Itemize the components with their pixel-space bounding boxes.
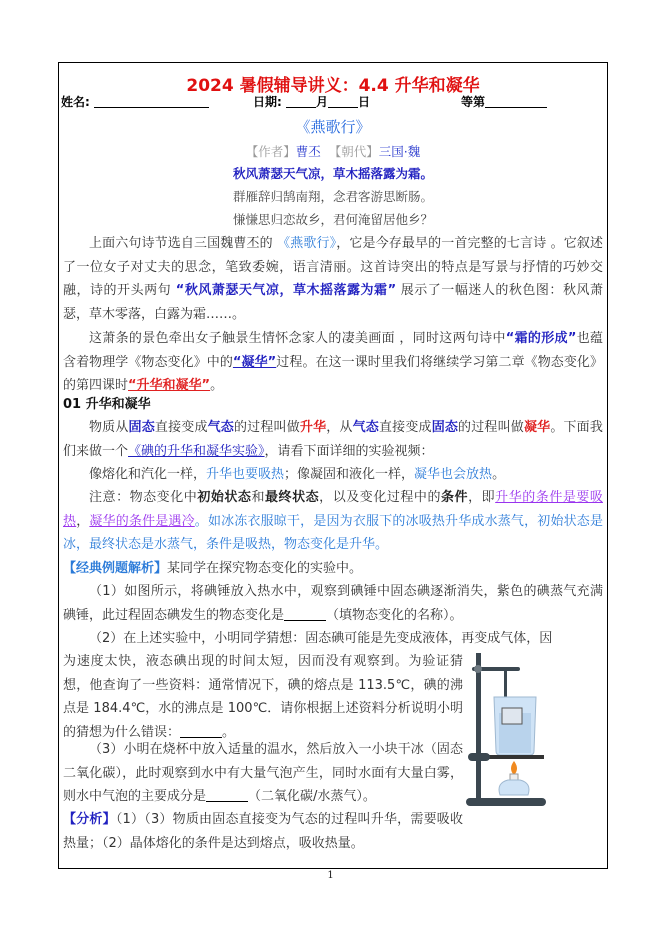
intro-paragraph: 上面六句诗节选自三国魏曹丕的 《燕歌行》，它是今存最早的一首完整的七言诗 。它叙述了一位女子对丈夫的思念，笔致委婉，语言清丽。这首诗突出的特点是写景与抒情的巧妙交融，诗的开头两句 “秋风萧瑟天气凉，草木摇落露为霜” 展示了一幅迷人的秋色图：秋风萧瑟，草木零落，白露为霜……。 xyxy=(63,236,603,322)
question-2: 为速度太快，液态碘出现的时间太短，因而没有观察到。为验证猜想，他查询了一些资料：通常情况下，碘的熔点是 113.5℃，碘的沸点是 184.4℃，水的沸点是 100℃．请你根据上述资料分析说明小明的猜想为什么错误： 。 xyxy=(63,654,463,740)
wire-gauze-icon xyxy=(486,755,544,759)
poem-line: 慊慊思归恋故乡，君何淹留居他乡？ xyxy=(232,212,433,227)
example-intro: 【经典例题解析】某同学在探究物态变化的实验中。 xyxy=(63,561,363,576)
question-2-first-line: （2）在上述实验中，小明同学猜想：固态碘可能是先变成液体，再变成气体，因 xyxy=(89,631,553,646)
handout-title: 2024 暑假辅导讲义：4.4 升华和凝华 xyxy=(186,76,480,96)
name-field[interactable] xyxy=(61,93,209,110)
analysis: 【分析】（1）（3）物质由固态直接变为气态的过程叫升华，需要吸收热量；（2）晶体熔化的条件是达到熔点，吸收热量。 xyxy=(63,812,463,851)
date-field[interactable] xyxy=(253,93,370,110)
experiment-video-link[interactable]: 《碘的升华和凝华实验》 xyxy=(128,443,265,459)
intro-paragraph-2: 这萧条的景色牵出女子触景生情怀念家人的凄美画面 ，同时这两句诗中“霜的形成”也蕴含着物理学《物态变化》中的“凝华”过程。在这一课时里我们将继续学习第二章《物态变化》的第四课时“升华和凝华”。 xyxy=(63,331,603,394)
month-label: 月 xyxy=(316,95,329,109)
answer-blank[interactable] xyxy=(180,725,222,738)
heat-paragraph: 像熔化和汽化一样，升华也要吸热；像凝固和液化一样，凝华也会放热。 xyxy=(89,467,506,482)
day-label: 日 xyxy=(358,95,371,109)
dynasty-tag: 【朝代】 xyxy=(328,144,379,159)
alcohol-lamp-icon xyxy=(499,780,529,795)
date-label: 日期: xyxy=(253,95,282,109)
answer-blank[interactable] xyxy=(206,789,248,802)
poem-author xyxy=(59,142,607,160)
grade-label: 等第 xyxy=(461,95,486,109)
answer-blank[interactable] xyxy=(284,608,326,621)
stand-rod-icon xyxy=(476,653,481,803)
flame-icon xyxy=(511,761,517,775)
handout-frame xyxy=(58,62,608,869)
sublimation-apparatus-image xyxy=(464,643,564,813)
name-label: 姓名: xyxy=(61,95,90,109)
grade-field[interactable] xyxy=(461,93,547,110)
note-paragraph: 注意：物态变化中初始状态和最终状态，以及变化过程中的条件，即升华的条件是要吸热，凝华的条件是遇冷。如冰冻衣服晾干，是因为衣服下的冰吸热升华成水蒸气，初始状态是冰，最终状态是水蒸气，条件是吸热，物态变化是升华。 xyxy=(63,490,603,553)
poem-line: 群雁辞归鹄南翔，念君客游思断肠。 xyxy=(232,189,433,204)
author-tag: 【作者】 xyxy=(245,144,296,159)
page-number: 1 xyxy=(327,870,334,881)
author-name: 曹丕 xyxy=(295,144,321,159)
poem-line: 秋风萧瑟天气凉，草木摇落露为霜。 xyxy=(232,166,433,181)
definition-paragraph: 物质从固态直接变成气态的过程叫做升华，从气态直接变成固态的过程叫做凝华。下面我们来做一个《碘的升华和凝华实验》，请看下面详细的实验视频： xyxy=(63,420,603,459)
poem-title: 《燕歌行》 xyxy=(295,118,371,136)
question-3: （3）小明在烧杯中放入适量的温水，然后放入一小块干冰（固态二氧化碳），此时观察到水中有大量气泡产生，同时水面有大量白雾，则水中气泡的主要成分是 （二氧化碳/水蒸气）。 xyxy=(63,742,463,805)
section-heading: 01 升华和凝华 xyxy=(63,397,151,412)
question-1: （1）如图所示，将碘锤放入热水中，观察到碘锤中固态碘逐渐消失，紫色的碘蒸气充满碘锤，此过程固态碘发生的物态变化是 （填物态变化的名称）。 xyxy=(63,584,603,623)
dynasty-name: 三国·魏 xyxy=(378,144,421,159)
